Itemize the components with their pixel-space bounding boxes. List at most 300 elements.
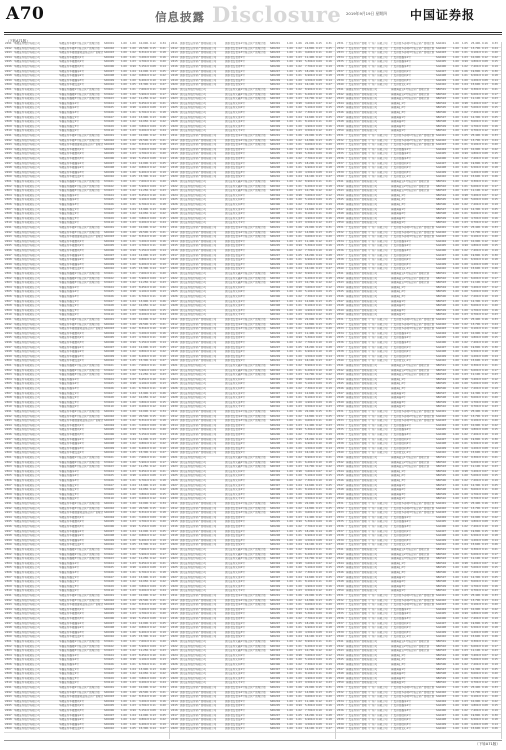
table-cell-n1: 1.00 <box>287 300 295 304</box>
table-cell-id: 2299 <box>5 171 13 175</box>
table-cell-co: 国泰君安证券资产管理有限公司 <box>180 520 224 524</box>
table-cell-id: 2300 <box>5 359 13 363</box>
table-cell-n3: 20,500 <box>139 323 149 327</box>
table-cell-n5: 0.26 <box>160 392 169 396</box>
table-cell-code: SA0403 <box>436 419 452 423</box>
table-cell-code: SZ0301 <box>270 640 286 644</box>
table-cell-n5: 0.18 <box>160 51 169 55</box>
table-cell-n2: 1.03 <box>296 589 304 593</box>
table-cell-n4: 0.14 <box>316 254 325 258</box>
table-cell-prod: 华鑫证券鑫享3号 <box>59 479 103 483</box>
table-cell-n3: 8,900.0 <box>305 180 315 184</box>
table-cell-code: SZ0209 <box>270 263 286 267</box>
table-cell-id: 2301 <box>5 180 13 184</box>
table-cell-n1: 1.00 <box>287 304 295 308</box>
table-cell-n3: 10,900 <box>471 424 481 428</box>
table-cell-co: 国元证券股份有限公司 <box>180 217 224 221</box>
table-cell-prod: 华鑫证券鑫安2号 <box>59 120 103 124</box>
table-cell-co: 国泰君安证券资产管理有限公司 <box>180 152 224 156</box>
table-cell-code: SZ0208 <box>270 534 286 538</box>
table-cell-n4: 0.14 <box>150 543 159 547</box>
table-cell-n5: 0.28 <box>326 346 335 350</box>
table-cell-code: SX0001 <box>104 686 120 690</box>
table-cell-n3: 4,100.0 <box>139 474 149 478</box>
table-cell-n1: 1.00 <box>453 612 461 616</box>
table-cell-n1: 1.00 <box>287 240 295 244</box>
table-cell-n5: 0.23 <box>326 589 335 593</box>
table-cell-n5: 0.25 <box>326 208 335 212</box>
table-cell-n5: 0.15 <box>492 106 501 110</box>
table-cell-n1: 1.00 <box>287 166 295 170</box>
table-cell-n5: 0.17 <box>492 369 501 373</box>
table-cell-n4: 0.13 <box>150 668 159 672</box>
table-cell-n4: 0.09 <box>150 516 159 520</box>
table-cell-n5: 0.33 <box>492 686 501 690</box>
table-cell-code: SY0103 <box>104 281 120 285</box>
table-cell-n5: 0.17 <box>160 277 169 281</box>
table-cell-n5: 0.31 <box>326 42 335 46</box>
table-cell-n5: 0.33 <box>492 134 501 138</box>
table-cell-n2: 1.00 <box>130 502 138 506</box>
table-cell-n1: 1.00 <box>287 461 295 465</box>
table-cell-code: SX0007 <box>104 714 120 718</box>
table-cell-co: 国泰君安证券资产管理有限公司 <box>180 451 224 455</box>
table-cell-code: SB0502 <box>436 369 452 373</box>
table-cell-n3: 4,800.0 <box>471 428 481 432</box>
table-cell-n5: 0.30 <box>492 254 501 258</box>
table-cell-n4: 0.13 <box>316 543 325 547</box>
table-cell-code: SZ0301 <box>270 180 286 184</box>
table-cell-n4: 0.11 <box>482 672 491 676</box>
table-cell-n4: 0.12 <box>316 373 325 377</box>
table-cell-id: 2298 <box>5 626 13 630</box>
table-cell-id: 2531 <box>337 134 345 138</box>
table-cell-id: 2305 <box>5 658 13 662</box>
table-cell-n2: 1.00 <box>462 585 470 589</box>
table-cell-id: 2424 <box>171 470 179 474</box>
table-cell-prod: 华融证券华融鑫享1号 <box>59 162 103 166</box>
table-cell-id: 2423 <box>171 649 179 653</box>
table-cell-co: 国元证券股份有限公司 <box>180 658 224 662</box>
table-cell-prod: 国泰君安君悦1号 <box>225 359 269 363</box>
table-cell-n2: 1.03 <box>296 56 304 60</box>
table-cell-n2: 1.01 <box>462 51 470 55</box>
table-cell-n2: 1.05 <box>462 502 470 506</box>
table-cell-id: 2541 <box>337 88 345 92</box>
table-cell-id: 2427 <box>171 576 179 580</box>
table-cell-prod: 国元证券元泰3号 <box>225 677 269 681</box>
table-cell-n2: 1.03 <box>296 516 304 520</box>
table-cell-n1: 1.00 <box>453 589 461 593</box>
table-cell-id: 2422 <box>171 553 179 557</box>
table-cell-prod: 国元证券元泰2号 <box>225 120 269 124</box>
section-title-en: Disclosure <box>212 2 341 27</box>
table-cell-n3: 7,300.0 <box>305 111 315 115</box>
table-cell-id: 2306 <box>5 295 13 299</box>
table-cell-prod: 华鑫证券鑫享3号 <box>59 111 103 115</box>
table-cell-prod: 海通海盈1号 <box>391 405 435 409</box>
table-cell-code: SY0102 <box>104 93 120 97</box>
table-cell-id: 2547 <box>337 576 345 580</box>
table-cell-n3: 9,200.0 <box>139 313 149 317</box>
table-cell-n2: 0.98 <box>130 382 138 386</box>
table-cell-code: SB0510 <box>436 681 452 685</box>
table-cell-co: 华融证券股份有限公司 <box>14 60 58 64</box>
table-cell-prod: 国泰君安君得1号 <box>225 56 269 60</box>
table-cell-code: SA0409 <box>436 539 452 543</box>
table-cell-n4: 0.13 <box>150 70 159 74</box>
table-cell-n2: 0.99 <box>462 336 470 340</box>
table-cell-prod: 国泰君安君益3号 <box>225 447 269 451</box>
table-cell-id: 2419 <box>171 171 179 175</box>
table-cell-prod: 国泰君安君悦1号 <box>225 175 269 179</box>
table-cell-code: SX0007 <box>104 346 120 350</box>
table-cell-co: 华鑫证券有限责任公司 <box>14 681 58 685</box>
table-cell-co: 海通证券资产管理有限公司 <box>346 392 390 396</box>
table-cell-co: 国元证券股份有限公司 <box>180 180 224 184</box>
table-cell-id: 2299 <box>5 539 13 543</box>
table-cell-n3: 11,100 <box>471 557 481 561</box>
table-cell-co: 广发证券资产管理（广东）有限公司 <box>346 709 390 713</box>
table-cell-id: 2428 <box>171 120 179 124</box>
table-cell-n3: 8,450.0 <box>139 654 149 658</box>
table-cell-n3: 10,050 <box>139 120 149 124</box>
table-cell-n5: 0.23 <box>492 313 501 317</box>
table-cell-n3: 4,100.0 <box>139 382 149 386</box>
table-cell-n5: 0.25 <box>326 415 335 419</box>
table-cell-code: SB0509 <box>436 125 452 129</box>
table-cell-n1: 1.00 <box>453 212 461 216</box>
table-cell-id: 2305 <box>5 198 13 202</box>
table-cell-n4: 0.09 <box>316 290 325 294</box>
table-cell-co: 华融证券股份有限公司 <box>14 438 58 442</box>
table-cell-co: 华融证券股份有限公司 <box>14 171 58 175</box>
table-cell-n3: 8,100.0 <box>305 120 315 124</box>
table-cell-co: 国元证券股份有限公司 <box>180 589 224 593</box>
table-cell-code: SZ0307 <box>270 576 286 580</box>
table-cell-n1: 1.00 <box>453 530 461 534</box>
table-cell-code: SY0106 <box>104 203 120 207</box>
table-cell-n2: 1.00 <box>462 658 470 662</box>
table-cell-code: SZ0307 <box>270 392 286 396</box>
table-cell-n2: 1.00 <box>296 171 304 175</box>
table-cell-co: 华融证券股份有限公司 <box>14 415 58 419</box>
table-cell-code: SZ0202 <box>270 599 286 603</box>
table-cell-co: 国元证券股份有限公司 <box>180 185 224 189</box>
table-cell-co: 华鑫证券有限责任公司 <box>14 290 58 294</box>
table-cell-code: SX0005 <box>104 520 120 524</box>
table-cell-id: 2545 <box>337 658 345 662</box>
table-cell-co: 海通证券资产管理有限公司 <box>346 465 390 469</box>
table-cell-n1: 1.00 <box>453 70 461 74</box>
table-cell-n1: 1.00 <box>453 226 461 230</box>
table-cell-n1: 1.00 <box>453 79 461 83</box>
table-cell-id: 2548 <box>337 212 345 216</box>
table-cell-prod: 广发资管稳利2号 <box>391 350 435 354</box>
table-cell-n3: 6,900.0 <box>305 258 315 262</box>
table-cell-id: 2546 <box>337 203 345 207</box>
table-cell-n5: 0.28 <box>326 714 335 718</box>
table-cell-n1: 1.00 <box>121 640 129 644</box>
table-cell-code: SZ0209 <box>270 171 286 175</box>
table-cell-n1: 1.00 <box>121 373 129 377</box>
table-cell-id: 2291 <box>5 134 13 138</box>
table-cell-n3: 10,900 <box>471 332 481 336</box>
table-cell-n4: 0.08 <box>316 539 325 543</box>
table-cell-n4: 0.15 <box>482 70 491 74</box>
table-cell-n3: 6,400.0 <box>139 539 149 543</box>
table-cell-n4: 0.10 <box>482 185 491 189</box>
table-cell-n4: 0.12 <box>150 534 159 538</box>
table-cell-code: SX0008 <box>104 350 120 354</box>
table-cell-n1: 1.00 <box>453 585 461 589</box>
table-cell-n5: 0.20 <box>326 695 335 699</box>
table-cell-id: 2539 <box>337 355 345 359</box>
table-cell-co: 国泰君安证券资产管理有限公司 <box>180 691 224 695</box>
table-cell-co: 华鑫证券有限责任公司 <box>14 102 58 106</box>
table-cell-prod: 华融证券华融3号集合资产管理计划 <box>59 507 103 511</box>
table-cell-n5: 0.19 <box>326 341 335 345</box>
table-cell-n3: 15,600 <box>471 635 481 639</box>
table-cell-n4: 0.10 <box>482 617 491 621</box>
table-cell-co: 华融证券股份有限公司 <box>14 42 58 46</box>
table-cell-prod: 国元证券元丰1号 <box>225 497 269 501</box>
table-cell-prod: 华鑫证券鑫享2号 <box>59 382 103 386</box>
table-cell-n1: 1.00 <box>287 599 295 603</box>
table-cell-n5: 0.27 <box>160 543 169 547</box>
table-cell-co: 华鑫证券有限责任公司 <box>14 203 58 207</box>
table-cell-co: 广发证券资产管理（广东）有限公司 <box>346 622 390 626</box>
table-cell-code: SZ0206 <box>270 525 286 529</box>
table-cell-prod: 国泰君安君享2号集合资产管理计划 <box>225 415 269 419</box>
table-cell-n3: 6,000.0 <box>471 553 481 557</box>
table-cell-n5: 0.15 <box>160 309 169 313</box>
table-cell-prod: 华鑫证券鑫享1号 <box>59 654 103 658</box>
table-cell-n1: 1.00 <box>121 212 129 216</box>
table-cell-n5: 0.25 <box>160 162 169 166</box>
table-cell-id: 2541 <box>337 640 345 644</box>
table-cell-n3: 19,800 <box>471 530 481 534</box>
table-cell-code: SY0105 <box>104 658 120 662</box>
table-cell-n1: 1.00 <box>121 304 129 308</box>
table-cell-prod: 广发资管多添利1号集合资产管理计划 <box>391 42 435 46</box>
table-cell-prod: 国泰君安君悦1号 <box>225 635 269 639</box>
table-cell-prod: 广发资管多添利1号集合资产管理计划 <box>391 594 435 598</box>
table-cell-prod: 海通海富3号 <box>391 493 435 497</box>
table-cell-n2: 1.01 <box>296 304 304 308</box>
table-cell-prod: 海通海蓝宝3号集合资产管理计划 <box>391 189 435 193</box>
table-cell-co: 海通证券资产管理有限公司 <box>346 557 390 561</box>
table-cell-co: 华融证券股份有限公司 <box>14 704 58 708</box>
table-cell-n4: 0.10 <box>316 203 325 207</box>
table-cell-code: SZ0307 <box>270 208 286 212</box>
table-cell-code: SA0408 <box>436 626 452 630</box>
table-cell-code: SA0403 <box>436 143 452 147</box>
table-cell-code: SB0507 <box>436 116 452 120</box>
table-cell-id: 2540 <box>337 83 345 87</box>
table-cell-prod: 华融证券华融鑫享3号 <box>59 631 103 635</box>
table-cell-n2: 1.03 <box>130 102 138 106</box>
table-cell-n1: 1.00 <box>121 185 129 189</box>
table-cell-n4: 0.08 <box>150 341 159 345</box>
table-cell-prod: 国泰君安君得1号 <box>225 516 269 520</box>
table-cell-n2: 1.02 <box>130 488 138 492</box>
table-cell-n5: 0.18 <box>326 534 335 538</box>
table-cell-code: SX0009 <box>104 631 120 635</box>
table-cell-code: SZ0307 <box>270 484 286 488</box>
table-cell-code: SY0105 <box>104 566 120 570</box>
table-cell-id: 2535 <box>337 244 345 248</box>
table-cell-code: SZ0310 <box>270 589 286 593</box>
table-cell-n5: 0.16 <box>160 240 169 244</box>
table-cell-code: SZ0307 <box>270 668 286 672</box>
table-cell-n5: 0.18 <box>326 350 335 354</box>
table-cell-n4: 0.13 <box>150 392 159 396</box>
table-cell-code: SZ0205 <box>270 520 286 524</box>
table-cell-n1: 1.00 <box>287 484 295 488</box>
table-cell-co: 海通证券资产管理有限公司 <box>346 129 390 133</box>
table-cell-co: 华融证券股份有限公司 <box>14 263 58 267</box>
table-cell-n1: 1.00 <box>453 60 461 64</box>
table-cell-n3: 3,400.0 <box>471 378 481 382</box>
table-cell-n4: 0.11 <box>316 419 325 423</box>
table-cell-co: 国泰君安证券资产管理有限公司 <box>180 162 224 166</box>
table-cell-prod: 国泰君安君得2号 <box>225 612 269 616</box>
table-cell-id: 2416 <box>171 249 179 253</box>
table-cell-id: 2534 <box>337 516 345 520</box>
table-cell-n3: 3,200.0 <box>139 424 149 428</box>
table-cell-n5: 0.15 <box>492 520 501 524</box>
table-cell-n5: 0.16 <box>326 336 335 340</box>
table-cell-n4: 0.09 <box>316 336 325 340</box>
table-cell-n2: 1.00 <box>130 139 138 143</box>
table-cell-prod: 华融证券华融鑫享2号 <box>59 74 103 78</box>
table-cell-n1: 1.00 <box>121 143 129 147</box>
table-cell-id: 2421 <box>171 88 179 92</box>
table-cell-n3: 7,400.0 <box>471 525 481 529</box>
table-cell-co: 国元证券股份有限公司 <box>180 378 224 382</box>
table-cell-code: SB0509 <box>436 309 452 313</box>
table-cell-code: SX0007 <box>104 530 120 534</box>
table-cell-n3: 3,800.0 <box>139 677 149 681</box>
table-cell-n3: 4,500.0 <box>305 79 315 83</box>
table-cell-n3: 7,400.0 <box>471 65 481 69</box>
table-cell-n4: 0.09 <box>316 309 325 313</box>
table-cell-co: 广发证券资产管理（广东）有限公司 <box>346 332 390 336</box>
table-cell-id: 2542 <box>337 93 345 97</box>
table-cell-n2: 1.02 <box>462 249 470 253</box>
table-cell-code: SA0404 <box>436 240 452 244</box>
table-cell-n3: 6,700.0 <box>139 203 149 207</box>
table-cell-code: SZ0210 <box>270 359 286 363</box>
table-cell-code: SX0002 <box>104 47 120 51</box>
table-cell-n3: 10,000 <box>139 226 149 230</box>
table-cell-id: 2430 <box>171 681 179 685</box>
table-cell-id: 2536 <box>337 341 345 345</box>
table-cell-n1: 1.00 <box>453 727 461 731</box>
table-cell-n2: 1.04 <box>462 392 470 396</box>
table-cell-code: SB0503 <box>436 97 452 101</box>
table-cell-co: 国元证券股份有限公司 <box>180 580 224 584</box>
table-cell-co: 国泰君安证券资产管理有限公司 <box>180 530 224 534</box>
table-cell-n5: 0.18 <box>492 258 501 262</box>
table-cell-n2: 1.03 <box>462 557 470 561</box>
table-cell-n2: 1.02 <box>462 433 470 437</box>
table-cell-n5: 0.14 <box>492 171 501 175</box>
table-cell-code: SX0001 <box>104 502 120 506</box>
table-cell-n3: 8,450.0 <box>139 194 149 198</box>
table-cell-n1: 1.00 <box>453 318 461 322</box>
table-cell-n5: 0.18 <box>160 203 169 207</box>
table-cell-n5: 0.16 <box>326 612 335 616</box>
table-cell-n5: 0.14 <box>492 447 501 451</box>
table-cell-prod: 国元证券元赢1号集合资产管理计划 <box>225 88 269 92</box>
table-cell-n5: 0.20 <box>326 488 335 492</box>
table-cell-n1: 1.00 <box>287 589 295 593</box>
table-cell-n3: 6,500.0 <box>471 534 481 538</box>
table-cell-n5: 0.24 <box>492 47 501 51</box>
table-cell-co: 国泰君安证券资产管理有限公司 <box>180 346 224 350</box>
table-cell-n1: 1.00 <box>121 534 129 538</box>
table-cell-n2: 1.04 <box>130 438 138 442</box>
table-cell-prod: 国元证券元赢1号集合资产管理计划 <box>225 456 269 460</box>
table-cell-n1: 1.00 <box>287 553 295 557</box>
table-cell-n2: 1.03 <box>130 60 138 64</box>
table-cell-code: SX0005 <box>104 152 120 156</box>
table-cell-n3: 18,200 <box>305 70 315 74</box>
table-cell-n3: 9,300.0 <box>471 180 481 184</box>
table-cell-co: 国元证券股份有限公司 <box>180 189 224 193</box>
table-cell-code: SY0104 <box>104 102 120 106</box>
table-cell-n1: 1.00 <box>453 258 461 262</box>
table-cell-n4: 0.11 <box>316 488 325 492</box>
table-cell-n4: 0.12 <box>316 649 325 653</box>
table-cell-prod: 华鑫证券鑫安1号 <box>59 300 103 304</box>
table-cell-n4: 0.12 <box>150 318 159 322</box>
table-cell-n1: 1.00 <box>453 152 461 156</box>
table-cell-prod: 海通海蓝宝3号集合资产管理计划 <box>391 373 435 377</box>
table-cell-n2: 1.01 <box>462 350 470 354</box>
table-cell-n5: 0.14 <box>160 65 169 69</box>
table-cell-id: 2302 <box>5 93 13 97</box>
table-cell-n5: 0.25 <box>326 231 335 235</box>
table-cell-prod: 华融证券华融鑫享3号 <box>59 539 103 543</box>
page-number: A70 <box>6 4 44 24</box>
table-cell-co: 国元证券股份有限公司 <box>180 392 224 396</box>
table-cell-n4: 0.10 <box>316 433 325 437</box>
table-cell-code: SA0408 <box>436 166 452 170</box>
table-cell-prod: 华融证券华融鑫享3号 <box>59 171 103 175</box>
table-cell-code: SZ0201 <box>270 594 286 598</box>
table-cell-prod: 广发资管多添利2号集合资产管理计划 <box>391 323 435 327</box>
table-cell-n5: 0.27 <box>326 635 335 639</box>
table-cell-id: 2544 <box>337 102 345 106</box>
table-cell-co: 国元证券股份有限公司 <box>180 461 224 465</box>
table-cell-id: 2420 <box>171 451 179 455</box>
table-cell-co: 国泰君安证券资产管理有限公司 <box>180 525 224 529</box>
table-cell-n5: 0.15 <box>326 198 335 202</box>
table-cell-n4: 0.15 <box>150 47 159 51</box>
table-cell-n3: 20,500 <box>139 139 149 143</box>
table-cell-n2: 1.02 <box>296 295 304 299</box>
table-cell-prod: 广发资管鑫享2号 <box>391 336 435 340</box>
table-cell-id: 2537 <box>337 622 345 626</box>
table-cell-prod: 广发资管安心1号 <box>391 635 435 639</box>
table-cell-code: SX0006 <box>104 709 120 713</box>
table-cell-prod: 广发资管鑫享3号 <box>391 341 435 345</box>
table-cell-n4: 0.12 <box>150 221 159 225</box>
table-cell-n2: 1.02 <box>462 203 470 207</box>
